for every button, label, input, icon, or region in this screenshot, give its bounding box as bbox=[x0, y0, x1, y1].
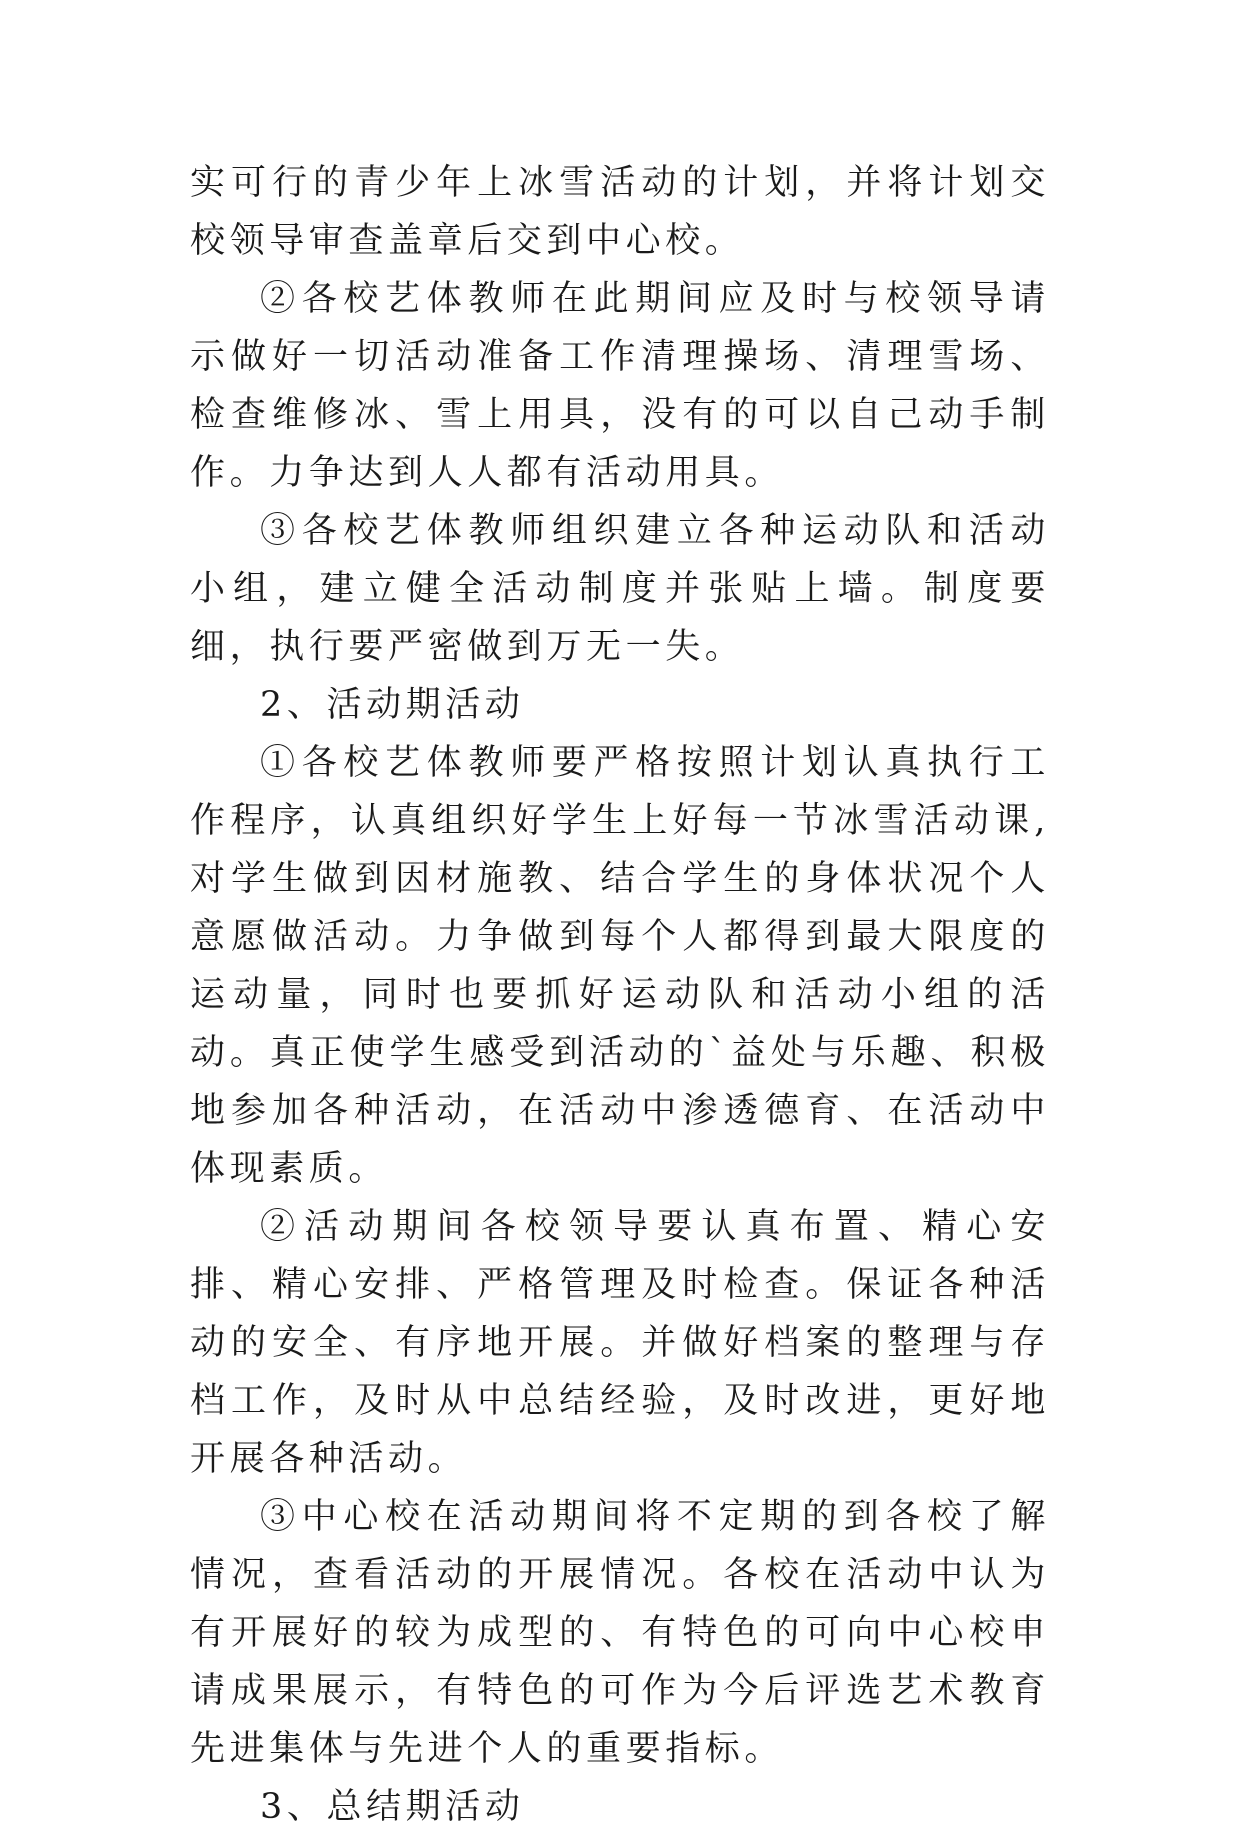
document-body bbox=[190, 154, 1050, 1836]
paragraph-activity-item-3: ③中心校在活动期间将不定期的到各校了解情况，查看活动的开展情况。各校在活动中认为有开展好的较为成型的、有特色的可向中心校申请成果展示，有特色的可作为今后评选艺术教育先进集体与先进个人的重要指标。 bbox=[190, 1497, 1050, 1769]
section-heading-summary-period: 3、总结期活动 bbox=[260, 1787, 525, 1827]
paragraph-activity-item-2: ②活动期间各校领导要认真布置、精心安排、精心安排、严格管理及时检查。保证各种活动的安全、有序地开展。并做好档案的整理与存档工作，及时从中总结经验，及时改进，更好地开展各种活动。 bbox=[190, 1207, 1050, 1479]
paragraph-preparation-item-3: ③各校艺体教师组织建立各种运动队和活动小组，建立健全活动制度并张贴上墙。制度要细，执行要严密做到万无一失。 bbox=[190, 511, 1050, 667]
paragraph-activity-item-1: ①各校艺体教师要严格按照计划认真执行工作程序，认真组织好学生上好每一节冰雪活动课,对学生做到因材施教、结合学生的身体状况个人意愿做活动。力争做到每个人都得到最大限度的运动量，同时也要抓好运动队和活动小组的活动。真正使学生感受到活动的`益处与乐趣、积极地参加各种活动，在活动中渗透德育、在活动中体现素质。 bbox=[190, 743, 1050, 1189]
paragraph-plan-continuation: 实可行的青少年上冰雪活动的计划，并将计划交校领导审查盖章后交到中心校。 bbox=[190, 163, 1050, 261]
paragraph-preparation-item-2: ②各校艺体教师在此期间应及时与校领导请示做好一切活动准备工作清理操场、清理雪场、检查维修冰、雪上用具，没有的可以自己动手制作。力争达到人人都有活动用具。 bbox=[190, 279, 1050, 493]
section-heading-activity-period: 2、活动期活动 bbox=[260, 685, 525, 725]
